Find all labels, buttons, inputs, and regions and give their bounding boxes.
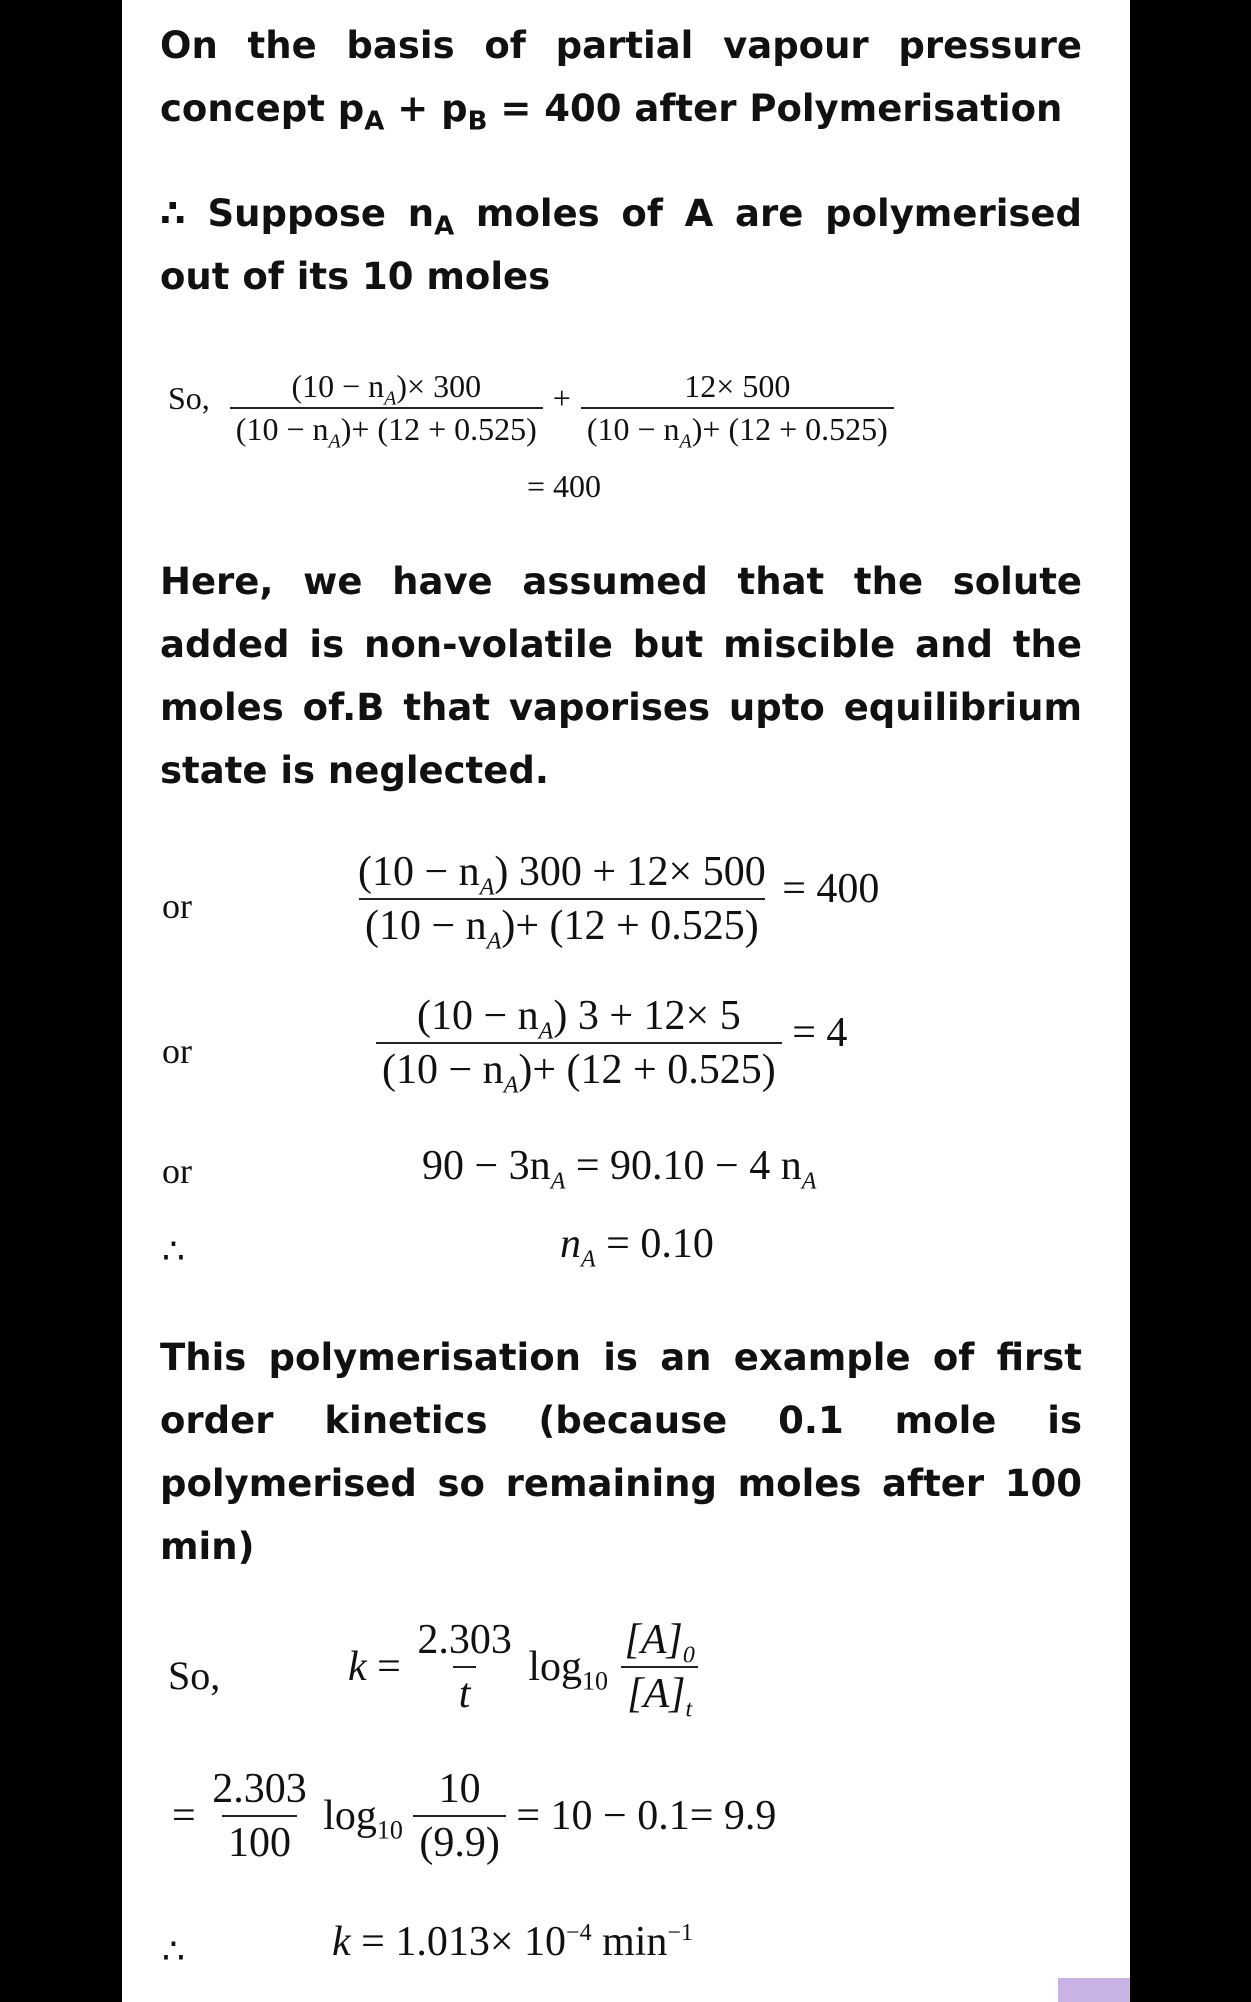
result: = 10 − 0.1= 9.9 <box>516 1793 777 1839</box>
paragraph-suppose: ∴ Suppose $n_A$ moles of A are polymerised out of its 10 moles <box>160 192 1082 298</box>
paragraph-intro-line1 <box>160 14 1082 77</box>
result: = 400 <box>782 866 880 912</box>
equation-2 <box>352 848 880 955</box>
paragraph-assumption: Here, we have assumed that the solute added is non-volatile but miscible and the moles of.B that vaporises upto equilibrium state is neglected. <box>160 560 1082 792</box>
eq6-label: So, <box>168 1653 221 1698</box>
paragraph-kinetics: This polymerisation is an example of first order kinetics (because 0.1 mole is polymerised so remaining moles after 100 min) <box>160 1336 1082 1568</box>
eq4-label: or <box>162 1151 192 1191</box>
equation-6: k = $\frac{2.303}{t}$ $\log_{10}$ $\frac{[A]_0}{[A]_t}$ <box>348 1616 701 1718</box>
equation-1 <box>168 368 894 453</box>
fraction-2: $\frac{12\times 500}{(10 - n_A)+ (12 + 0.525)}$ <box>581 368 894 448</box>
equation-1-result: = 400 <box>527 468 602 504</box>
eq8-label: ∴ <box>162 1931 185 1971</box>
fraction: $\frac{(10 - n_A) 3 + 12\times 5}{(10 - n_A)+ (12 + 0.525)}$ <box>376 992 782 1094</box>
result: = 4 <box>792 1010 848 1056</box>
fraction: $\frac{(10 - n_A) 300 + 12\times 500}{(10 - n_A)+ (12 + 0.525)}$ <box>358 849 766 955</box>
fraction-1: $\frac{(10 - n_A)\times 300}{(10 - n_A)+ (12 + 0.525)}$ <box>230 368 543 448</box>
eq5-label: ∴ <box>162 1231 185 1271</box>
text: On the basis of partial vapour pressure <box>160 24 1082 67</box>
solution-page <box>122 0 1130 2002</box>
fraction-rate: $\frac{2.303}{t}$ <box>417 1617 512 1717</box>
fraction-conc: $\frac{10}{(9.9)}$ <box>413 1765 505 1867</box>
equation-5: $n_A = 0.10$ <box>560 1221 714 1273</box>
paragraph-intro-line2: concept $p_A + p_B = 400$ after Polymerisation <box>160 87 1063 137</box>
corner-tab[interactable] <box>1058 1978 1130 2002</box>
equation-3 <box>376 992 848 1099</box>
plus-sign: + <box>552 379 571 416</box>
fraction-conc: $\frac{[A]_0}{[A]_t}$ <box>619 1616 701 1718</box>
eq2-label: or <box>162 886 192 926</box>
equation-8: $k = 1.013\times 10^{-4}$ $\min^{-1}$ <box>332 1919 693 1965</box>
equation-7: = $\frac{2.303}{100}$ $\log_{10}$ $\frac{10}{(9.9)}$ = 10 − 0.1= 9.9 <box>172 1766 777 1866</box>
eq3-label: or <box>162 1031 192 1071</box>
eq-label: So, <box>168 379 210 416</box>
fraction-rate: $\frac{2.303}{100}$ <box>212 1766 307 1866</box>
equation-4: $90 - 3n_A = 90.10 - 4$ $n_A$ <box>422 1143 817 1195</box>
